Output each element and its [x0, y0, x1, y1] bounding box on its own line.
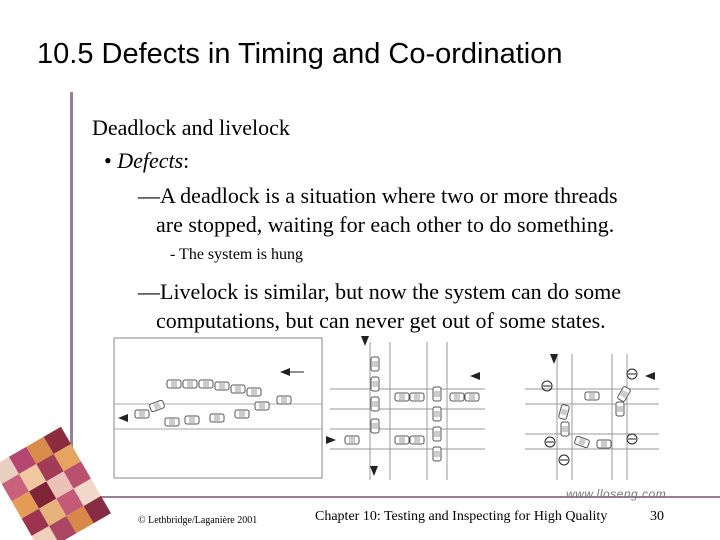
- bullet-suffix: :: [183, 148, 190, 173]
- deadlock-line-1: —A deadlock is a situation where two or more threads: [138, 183, 618, 208]
- bullet-prefix: •: [104, 148, 118, 173]
- roundabout-livelock-panel: [525, 354, 659, 480]
- chapter-text: Chapter 10: Testing and Inspecting for High Quality: [315, 509, 608, 524]
- quilt-logo: [0, 425, 120, 540]
- bullet-label: Defects: [117, 148, 184, 173]
- copyright-text: © Lethbridge/Laganière 2001: [138, 515, 258, 526]
- website-watermark: www.lloseng.com: [566, 487, 667, 501]
- slide-title: 10.5 Defects in Timing and Co-ordination: [37, 38, 563, 70]
- deadlock-subpoint: - The system is hung: [170, 246, 304, 263]
- traffic-illustration: [112, 334, 662, 484]
- page-number: 30: [650, 509, 664, 524]
- livelock-line-2: computations, but can never get out of some states.: [156, 308, 606, 333]
- traffic-jam-panel: [114, 338, 322, 478]
- deadlock-line-2: are stopped, waiting for each other to do something.: [156, 212, 615, 237]
- gridlock-intersection-panel: [326, 336, 485, 480]
- section-heading: Deadlock and livelock: [92, 115, 290, 140]
- bullet-defects: [104, 148, 189, 174]
- livelock-line-1: —Livelock is similar, but now the system can do some: [138, 279, 622, 304]
